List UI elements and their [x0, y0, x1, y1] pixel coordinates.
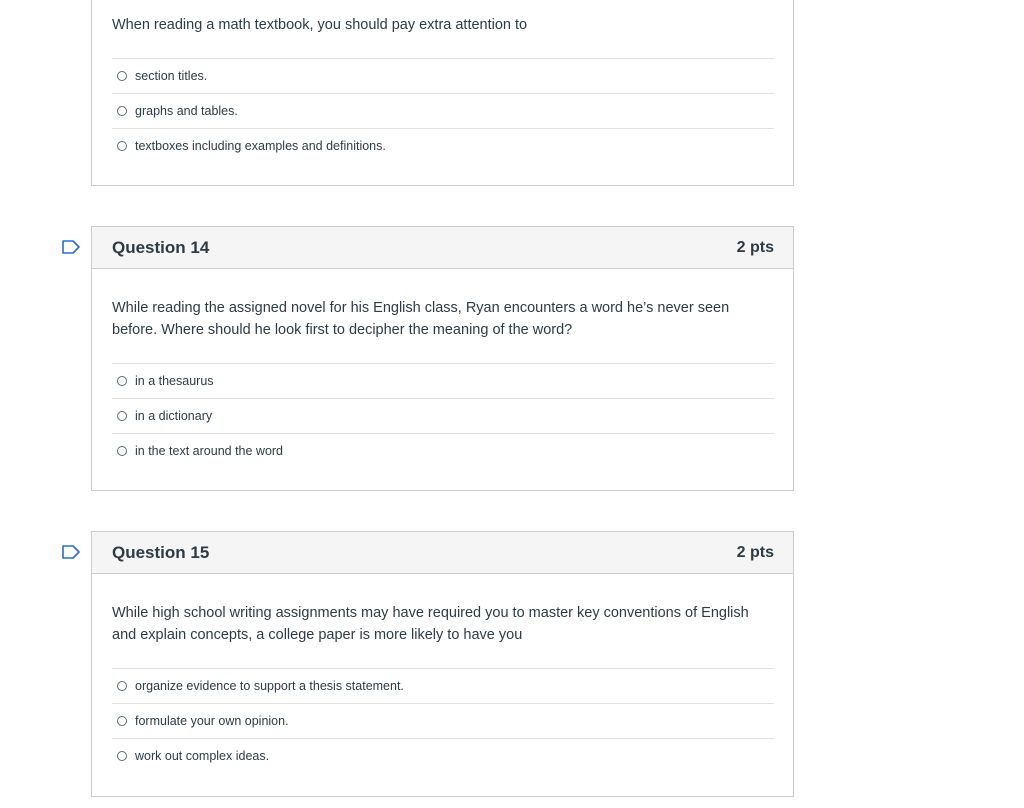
answer-label: formulate your own opinion. — [135, 714, 289, 728]
question-15-text: While high school writing assignments may have required you to master key conventions of English and explain concepts, a college paper is more likely to have you — [112, 605, 749, 643]
answer-option[interactable] — [112, 668, 774, 703]
radio-button-icon[interactable] — [117, 411, 127, 421]
radio-button-icon[interactable] — [117, 141, 127, 151]
question-header — [92, 532, 793, 574]
radio-button-icon[interactable] — [117, 681, 127, 691]
answer-label: graphs and tables. — [135, 104, 238, 118]
radio-button-icon[interactable] — [117, 106, 127, 116]
question-13-card — [91, 0, 794, 186]
answer-option[interactable] — [112, 703, 774, 738]
question-14-card — [91, 226, 794, 491]
answer-label: textboxes including examples and definitions. — [135, 139, 386, 153]
answer-label: organize evidence to support a thesis statement. — [135, 679, 404, 693]
answer-option[interactable] — [112, 93, 774, 128]
answer-label: in the text around the word — [135, 444, 284, 458]
answer-label: in a thesaurus — [135, 374, 214, 388]
question-15-answers — [112, 668, 774, 773]
question-14-text: While reading the assigned novel for his English class, Ryan encounters a word he’s never seen before. Where should he look first to decipher the meaning of the word? — [112, 300, 730, 338]
answer-option[interactable] — [112, 128, 774, 163]
question-header — [92, 227, 793, 269]
answer-label: in a dictionary — [135, 409, 213, 423]
radio-button-icon[interactable] — [117, 71, 127, 81]
answer-option[interactable] — [112, 433, 774, 468]
question-14-answers — [112, 363, 774, 468]
answer-option[interactable] — [112, 738, 774, 773]
answer-label: section titles. — [135, 69, 208, 83]
question-13-text: When reading a math textbook, you should pay extra attention to — [112, 17, 528, 33]
flag-icon[interactable] — [62, 545, 80, 559]
question-points: 2 pts — [736, 543, 774, 561]
radio-button-icon[interactable] — [117, 446, 127, 456]
answer-option[interactable] — [112, 398, 774, 433]
flag-icon[interactable] — [62, 240, 80, 254]
question-points: 2 pts — [736, 238, 774, 256]
question-15-card — [91, 531, 794, 797]
radio-button-icon[interactable] — [117, 716, 127, 726]
question-title: Question 14 — [112, 237, 210, 257]
radio-button-icon[interactable] — [117, 376, 127, 386]
answer-label: work out complex ideas. — [135, 749, 270, 763]
answer-option[interactable] — [112, 58, 774, 93]
answer-option[interactable] — [112, 363, 774, 398]
question-title: Question 15 — [112, 542, 210, 562]
radio-button-icon[interactable] — [117, 751, 127, 761]
question-13-answers — [112, 58, 774, 163]
